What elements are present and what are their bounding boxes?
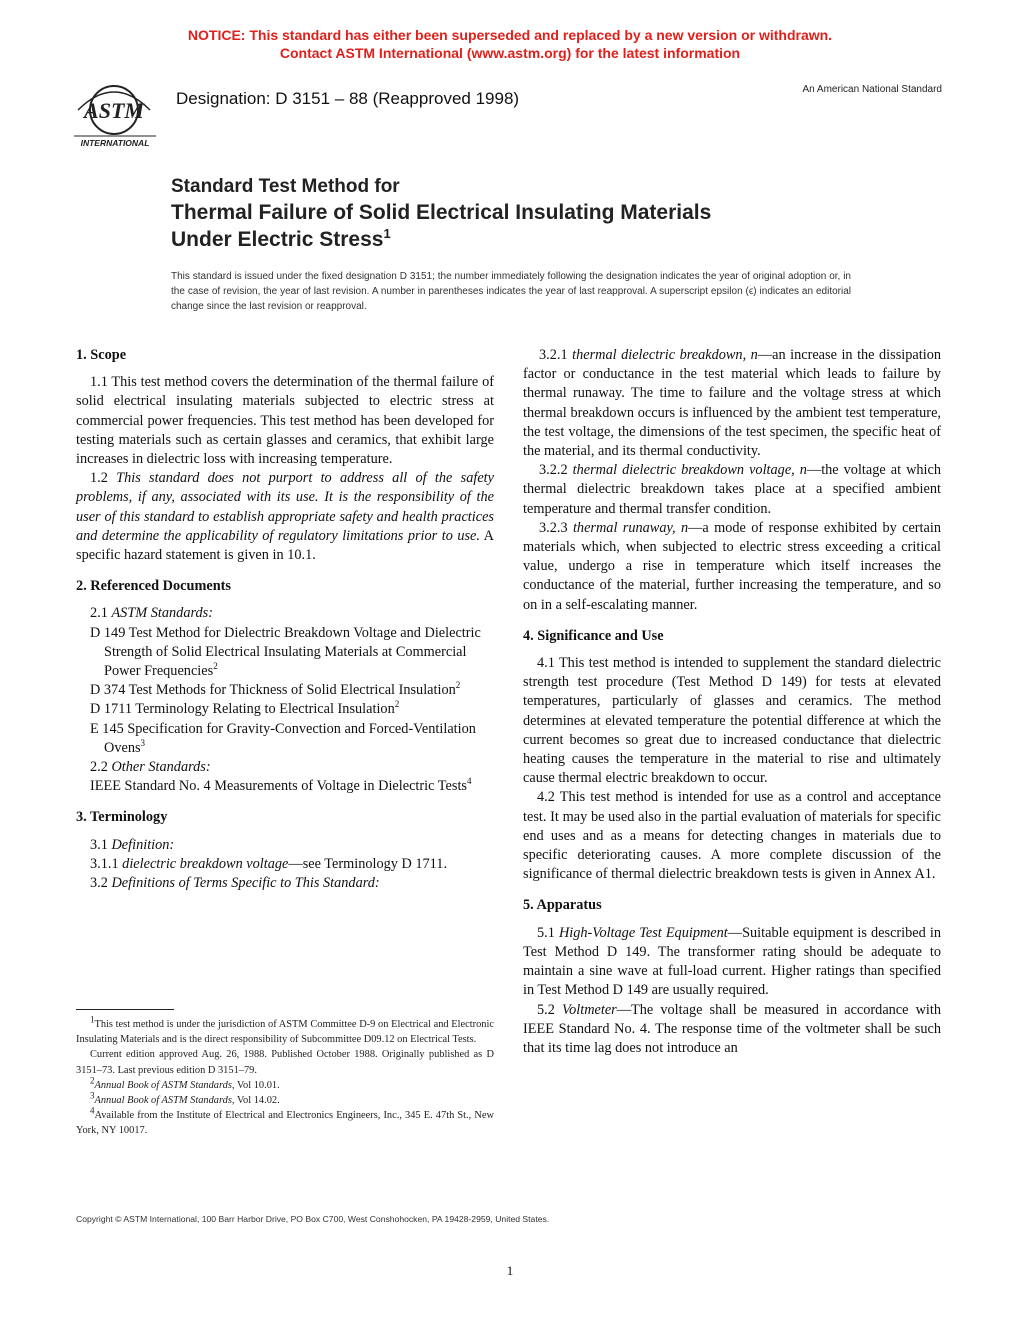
ref-ieee4-text: IEEE Standard No. 4 Measurements of Voltage in Dielectric Tests — [90, 778, 467, 795]
para-3-1-1-term: dielectric breakdown voltage — [122, 855, 289, 872]
footnote-2-italic: Annual Book of ASTM Standards, — [94, 1079, 235, 1091]
footnote-3-sup: 3 — [90, 1090, 95, 1101]
para-1-2-rest: A specific hazard statement is given in 10.1. — [76, 527, 494, 564]
footnote-4-sup: 4 — [90, 1105, 95, 1116]
para-3-1-1-rest: —see Terminology D 1711. — [288, 855, 448, 872]
ref-d149 — [76, 624, 494, 682]
para-3-2-1 — [523, 346, 941, 461]
logo-mark-text: ASTM — [84, 98, 144, 123]
copyright-line: Copyright © ASTM International, 100 Barr Harbor Drive, PO Box C700, West Conshohocken, PA 19428-2959, United States. — [76, 1214, 550, 1224]
notice-line-2: Contact ASTM International (www.astm.org) for the latest information — [279, 45, 741, 61]
section-5-heading: 5. Apparatus — [523, 897, 602, 914]
para-2-2-label: Other Standards: — [111, 759, 211, 776]
para-3-2-2-term: thermal dielectric breakdown voltage, n — [572, 462, 807, 479]
ref-d1711-text: D 1711 Terminology Relating to Electrical Insulation — [90, 701, 395, 718]
para-5-1-rest: —Suitable equipment is described in Test Method D 149. The transformer rating should be adequate to maintain a sine wave at full-load current. Higher ratings than specified in Test Method D 149 are usually required. — [523, 924, 941, 999]
para-3-2-3-num: 3.2.3 — [539, 519, 573, 536]
footnote-1b: Current edition approved Aug. 26, 1988. Published October 1988. Originally published as D 3151–73. Last previous edition D 3151–79. — [76, 1049, 494, 1076]
footnote-divider — [76, 1009, 174, 1010]
title-line-1: Standard Test Method for — [171, 176, 400, 197]
designation: Designation: D 3151 – 88 (Reapproved 1998) — [176, 89, 520, 108]
footnote-1-sup: 1 — [90, 1014, 95, 1025]
footnote-2 — [76, 1075, 494, 1093]
ref-d374-text: D 374 Test Methods for Thickness of Solid Electrical Insulation — [90, 682, 456, 699]
title-line-2: Thermal Failure of Solid Electrical Insulating Materials — [171, 201, 712, 224]
para-3-2-1-num: 3.2.1 — [539, 347, 573, 363]
ref-e145 — [76, 720, 494, 758]
para-3-2-2 — [523, 461, 941, 519]
para-3-1-1-num: 3.1.1 — [90, 855, 123, 872]
para-5-2-num: 5.2 — [537, 1001, 562, 1018]
ref-d374-sup: 2 — [455, 680, 461, 691]
para-3-2-3-rest: —a mode of response exhibited by certain materials which, when subjected to electric stress exceeding a critical value, undergo a rise in temperature which itself increases the conductance of the material, further increasing the temperature, and so on in a self-escalating manner. — [523, 519, 941, 613]
para-3-2-1-term: thermal dielectric breakdown, n — [572, 347, 758, 363]
para-5-2-rest: —The voltage shall be measured in accordance with IEEE Standard No. 4. The response time of the voltmeter shall be such that its time lag does not introduce an — [523, 1001, 941, 1056]
section-3-heading: 3. Terminology — [76, 809, 168, 826]
para-3-2-2-rest: —the voltage at which thermal dielectric breakdown takes place at a specified ambient temperature and thermal transfer condition. — [523, 462, 942, 517]
ref-d374 — [76, 681, 494, 700]
para-3-1-1 — [76, 855, 494, 874]
title-footnote-ref: 1 — [383, 226, 391, 241]
para-5-1-term: High-Voltage Test Equipment — [558, 924, 728, 941]
para-4-1: 4.1 This test method is intended to supplement the standard dielectric strength test procedure (Test Method D 149) for tests at elevated temperatures, particularly of glasses and ceramics. The method determines at elevated temperature the potential difference at which the current becomes so great due to increased conductance that dielectric heating causes the temperature in the material to rise and ultimately cause thermal electric breakdown to occur. — [523, 655, 941, 787]
para-1-2 — [76, 469, 494, 565]
withdrawal-notice — [0, 26, 1020, 62]
title-line-3 — [171, 226, 711, 253]
ref-e145-text: E 145 Specification for Gravity-Convection and Forced-Ventilation Ovens — [90, 720, 476, 756]
para-3-1-num: 3.1 — [90, 836, 112, 853]
para-1-1: 1.1 This test method covers the determination of the thermal failure of solid electrical insulating materials subjected to electric stress at commercial power frequencies. This test method has been developed for testing materials such as certain glasses and ceramics, that exhibit large increases in dielectric loss with increasing temperature. — [76, 374, 494, 468]
para-3-1 — [76, 836, 494, 855]
para-5-1-num: 5.1 — [537, 924, 559, 941]
para-3-2-label: Definitions of Terms Specific to This Standard: — [111, 875, 380, 892]
ref-ieee4 — [76, 777, 494, 796]
para-2-2-num: 2.2 — [90, 759, 112, 776]
para-2-1 — [76, 604, 494, 623]
ref-d149-sup: 2 — [213, 661, 218, 672]
footnote-4-text: Available from the Institute of Electrical and Electronics Engineers, Inc., 345 E. 47th St., New York, NY 10017. — [76, 1110, 494, 1137]
para-5-2-term: Voltmeter — [561, 1001, 617, 1018]
section-2-heading: 2. Referenced Documents — [76, 578, 231, 595]
footnote-4 — [76, 1105, 494, 1138]
section-1-heading: 1. Scope — [76, 347, 127, 363]
document-title — [171, 175, 711, 253]
footnote-3-rest: Vol 14.02. — [234, 1095, 280, 1107]
para-3-2-1-rest: —an increase in the dissipation factor or conductance in the test material which leads to failure by thermal runaway. The time to failure and the voltage stress at which thermal breakdown occurs is influenced by the ambient test temperature, the test voltage, the dimensions of the test specimen, the specific heat of the material, and its thermal conductivity. — [523, 347, 941, 460]
footnote-1-text: This test method is under the jurisdiction of ASTM Committee D-9 on Electrical and Electronic Insulating Materials and is the direct responsibility of Subcommittee D09.12 on Electrical Tests. — [76, 1019, 494, 1046]
para-5-1 — [523, 924, 941, 1001]
section-4-heading: 4. Significance and Use — [523, 627, 664, 644]
american-national-standard: An American National Standard — [802, 84, 942, 95]
para-3-2-3 — [523, 519, 941, 615]
ref-d149-text: D 149 Test Method for Dielectric Breakdown Voltage and Dielectric Strength of Solid Electrical Insulating Materials at Commercial Power Frequencies — [90, 624, 481, 680]
footnotes — [76, 1014, 494, 1139]
para-1-2-num: 1.2 — [90, 470, 117, 487]
ref-d1711 — [76, 700, 494, 719]
footnote-3 — [76, 1090, 494, 1108]
ref-d1711-sup: 2 — [394, 699, 400, 710]
para-2-1-label: ASTM Standards: — [111, 605, 213, 622]
footnote-2-rest: Vol 10.01. — [234, 1079, 280, 1091]
left-column — [76, 346, 494, 893]
para-1-2-italic: This standard does not purport to address all of the safety problems, if any, associated with its use. It is the responsibility of the user of this standard to establish appropriate safety and health practices and determine the applicability of regulatory limitations prior to use. — [76, 470, 494, 544]
para-3-2 — [76, 874, 494, 893]
para-3-1-label: Definition: — [111, 836, 175, 853]
para-3-2-num: 3.2 — [90, 875, 112, 892]
para-3-2-3-term: thermal runaway, n — [572, 519, 689, 536]
astm-logo — [68, 78, 162, 150]
para-4-2: 4.2 This test method is intended for use as a control and acceptance test. It may be used also in the partial evaluation of materials for specific end uses and as a means for detecting changes in materials due to specific deteriorating causes. A more complete discussion of the significance of thermal dielectric breakdown tests is given in Annex A1. — [523, 789, 941, 883]
ref-ieee4-sup: 4 — [466, 776, 472, 787]
issuance-statement: This standard is issued under the fixed designation D 3151; the number immediately following the designation indicates the year of original adoption or, in the case of revision, the year of last revision. A number in parentheses indicates the year of last reapproval. A superscript epsilon (ϵ) indicates an editorial change since the last revision or reapproval. — [171, 271, 851, 312]
para-2-1-num: 2.1 — [90, 605, 112, 622]
logo-sub-text: INTERNATIONAL — [80, 138, 150, 148]
para-2-2 — [76, 758, 494, 777]
footnote-1 — [76, 1014, 494, 1047]
title-line-3-text: Under Electric Stress — [171, 228, 384, 251]
ref-e145-sup: 3 — [140, 738, 146, 749]
page-number: 1 — [506, 1263, 514, 1278]
para-5-2 — [523, 1001, 941, 1059]
para-3-2-2-num: 3.2.2 — [539, 462, 573, 479]
notice-line-1: NOTICE: This standard has either been superseded and replaced by a new version or withdrawn. — [187, 27, 833, 43]
footnote-2-sup: 2 — [90, 1075, 95, 1086]
right-column — [523, 346, 941, 1058]
footnote-3-italic: Annual Book of ASTM Standards, — [94, 1095, 235, 1107]
